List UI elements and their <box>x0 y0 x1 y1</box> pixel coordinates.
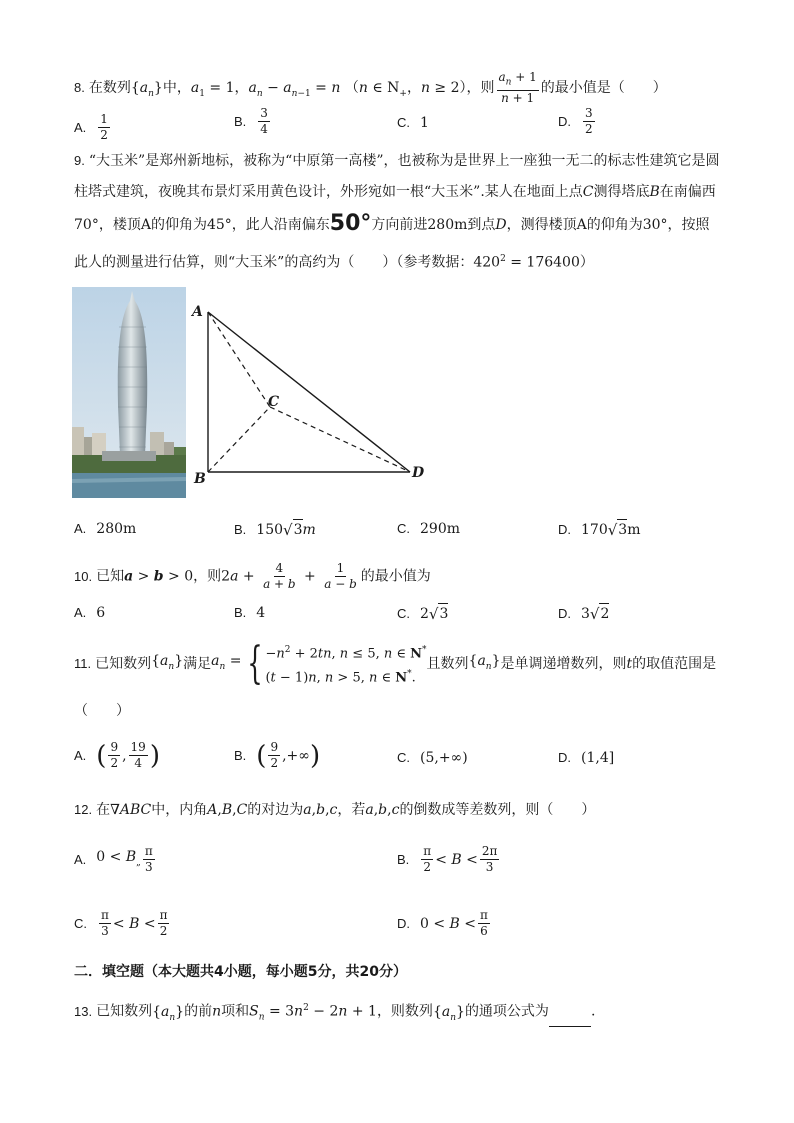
q8-fraction: $\frac{a_n + 1}{n + 1}$ <box>498 70 537 106</box>
q9-stem-line3: 70°，楼顶A的仰角为45°，此人沿南偏东50°方向前进280m到点D，测得楼顶A的仰角为30°，按照 <box>74 211 710 236</box>
tower-photo <box>72 287 186 498</box>
q8-option-b[interactable]: B. $\frac{3}{4}$ <box>234 106 268 136</box>
q9-option-d[interactable]: D. 170 √ 3 m <box>558 520 641 539</box>
q8-option-c[interactable]: C. 1 <box>397 115 429 131</box>
seq-an: $\{a_n\}$ <box>130 80 163 99</box>
q12-option-b[interactable]: B. $\frac{\pi}{2}$ < B < $\frac{2\pi}{3}$ <box>397 844 498 874</box>
q11-blank: （ ） <box>74 703 130 719</box>
label-a: A <box>192 304 203 320</box>
section-2-heading: 二．填空题（本大题共4小题，每小题5分，共20分） <box>74 964 407 980</box>
q12-option-a[interactable]: A. $0 < B_„$ $\frac{\pi}{3}$ <box>74 844 153 874</box>
q10-option-b[interactable]: B. 4 <box>234 605 266 621</box>
q8-number: 8. <box>74 80 85 96</box>
q10-stem: 10. 已知a > b > 0，则2a + $\frac{4}{a + b}$ + $\frac{1}{a - b}$ 的最小值为 <box>74 561 431 591</box>
q10-option-c[interactable]: C. 2 √ 3 <box>397 604 449 623</box>
q11-option-a[interactable]: A. ( $\frac{9}{2}$ , $\frac{19}{4}$ ) <box>74 740 160 771</box>
q12-option-d[interactable]: D. 0 < B < $\frac{\pi}{6}$ <box>397 908 488 938</box>
q11-stem: 11. 已知数列 $\{a_n\}$ 满足 $a_n$ = { $-n^2 + 2tn$, n ≤ 5, n ∈ N* (t − 1)n, n > 5, n ∈ N*. 且数列 $\{a_n\}$ 是单调递增数列，则 t 的取值范围是 <box>74 638 717 689</box>
q13-answer-blank[interactable] <box>549 1012 591 1027</box>
q11-option-b[interactable]: B. ( $\frac{9}{2}$ ,+∞ ) <box>234 740 321 771</box>
q11-piecewise: { $-n^2 + 2tn$, n ≤ 5, n ∈ N* (t − 1)n, n > 5, n ∈ N*. <box>247 638 427 689</box>
q8-option-d[interactable]: D. $\frac{3}{2}$ <box>558 106 593 136</box>
q9-option-a[interactable]: A. 280m <box>74 521 137 537</box>
tower-photo-svg <box>72 287 186 498</box>
q9-stem-line1: 9. “大玉米”是郑州新地标，被称为“中原第一高楼”，也被称为是世界上一座独一无二的标志性建筑它是圆 <box>74 153 720 169</box>
label-d: D <box>412 465 425 481</box>
q12-stem: 12. 在∇ABC中，内角A,B,C的对边为a,b,c，若a,b,c的倒数成等差数列，则（ ） <box>74 802 596 818</box>
edge-ad <box>208 312 410 472</box>
q8-option-a[interactable]: A. $\frac{1}{2}$ <box>74 112 108 142</box>
q9-stem-line4: 此人的测量进行估算，则“大玉米”的高约为（ ）（参考数据：$420^2 = 176400$） <box>74 254 594 271</box>
q10-option-d[interactable]: D. 3 √ 2 <box>558 604 610 623</box>
q12-option-c[interactable]: C. $\frac{\pi}{3}$ < B < $\frac{\pi}{2}$ <box>74 908 168 938</box>
q13-stem: 13. 已知数列$\{a_n\}$的前n项和$S_n = 3n^2 - 2n + 1$，则数列$\{a_n\}$的通项公式为 . <box>74 998 595 1027</box>
q11-option-c[interactable]: C. (5,+∞) <box>397 750 468 766</box>
q11-option-d[interactable]: D. (1,4] <box>558 750 615 766</box>
q10-option-a[interactable]: A. 6 <box>74 605 106 621</box>
label-b: B <box>194 471 206 487</box>
q9-option-b[interactable]: B. 150 √ 3 m <box>234 520 316 539</box>
q9-stem-line2: 柱塔式建筑，夜晚其布景灯采用黄色设计，外形宛如一根“大玉米”.某人在地面上点C测得塔底B在南偏西 <box>74 184 716 200</box>
q9-geometry-diagram <box>190 300 430 490</box>
q8-stem: 8. 在数列$\{a_n\}$中，$a_1 = 1$，$a_n - a_{n-1} = n$ （n ∈ $N_+$，n ≥ 2），则 $\frac{a_n + 1}{n + 1}$ 的最小值是（ ） <box>74 70 667 106</box>
q9-option-c[interactable]: C. 290m <box>397 521 460 537</box>
label-c: C <box>268 394 280 410</box>
edge-ac <box>208 312 270 407</box>
edge-bc <box>208 407 270 472</box>
